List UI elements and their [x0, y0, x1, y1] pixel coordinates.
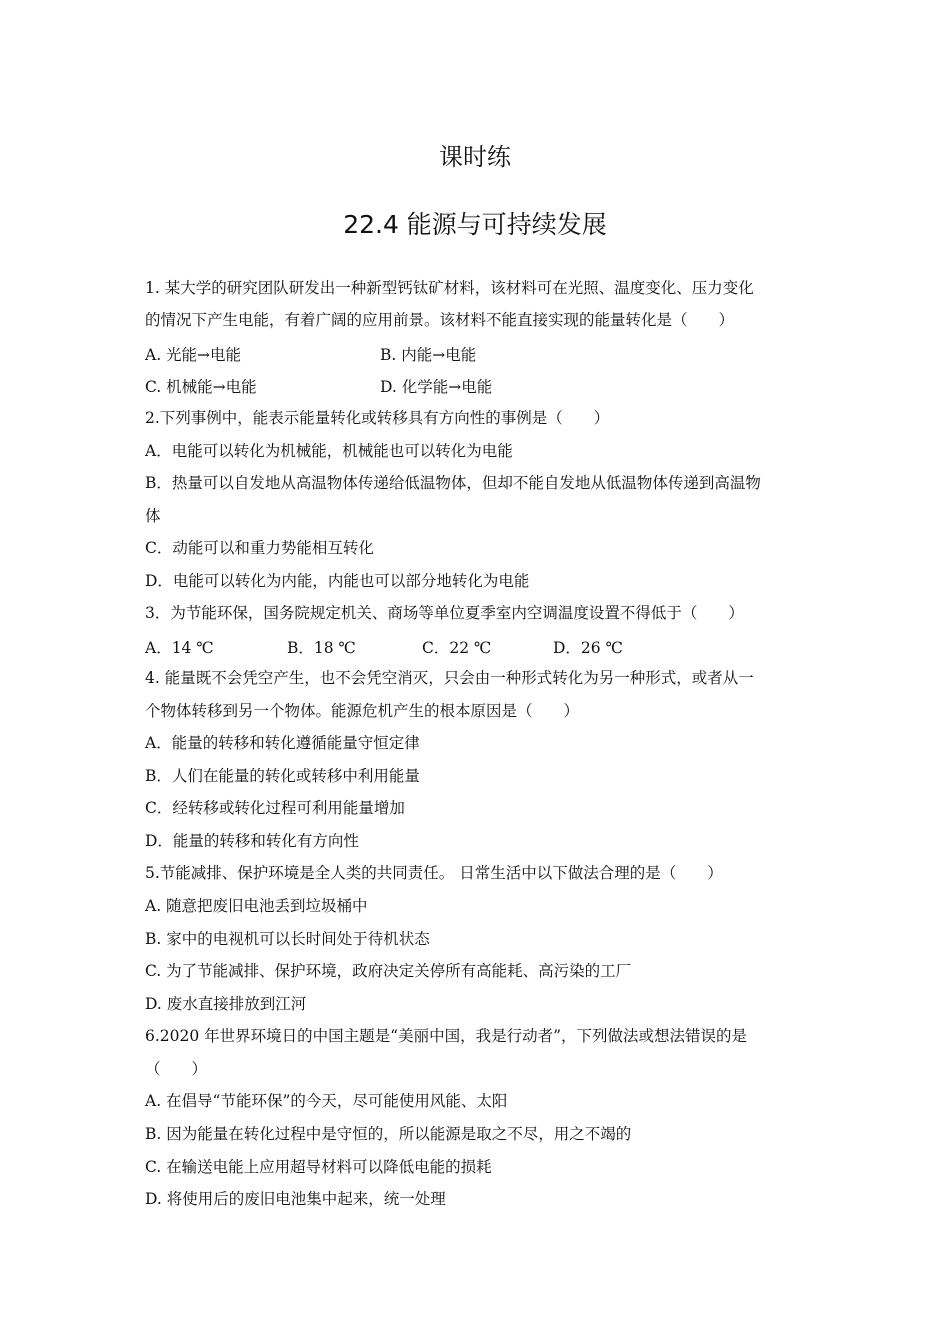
- option-d: D．电能可以转化为内能，内能也可以部分地转化为电能: [145, 572, 530, 590]
- option-a: A．14 ℃: [145, 639, 214, 657]
- option-b-continued: 体: [145, 507, 161, 525]
- option-c: C. 为了节能减排、保护环境，政府决定关停所有高能耗、高污染的工厂: [145, 962, 632, 980]
- option-c: C．22 ℃: [422, 639, 492, 657]
- option-a: A. 随意把废旧电池丢到垃圾桶中: [145, 897, 368, 915]
- question-3-line-1: 3．为节能环保，国务院规定机关、商场等单位夏季室内空调温度设置不得低于（ ）: [145, 604, 744, 622]
- option-a: A. 光能→电能: [145, 346, 242, 364]
- option-d: D. 化学能→电能: [380, 378, 493, 396]
- option-a: A. 在倡导“节能环保”的今天，尽可能使用风能、太阳: [145, 1092, 508, 1110]
- option-c: C．经转移或转化过程可利用能量增加: [145, 799, 405, 817]
- option-c: C. 机械能→电能: [145, 378, 257, 396]
- question-5-line-1: 5.节能减排、保护环境是全人类的共同责任。 日常生活中以下做法合理的是（ ）: [145, 864, 723, 882]
- option-d: D. 废水直接排放到江河: [145, 995, 307, 1013]
- question-4-line-1: 4. 能量既不会凭空产生，也不会凭空消灭，只会由一种形式转化为另一种形式，或者从一: [145, 669, 754, 687]
- option-b: B．18 ℃: [287, 639, 356, 657]
- option-a: A．电能可以转化为机械能，机械能也可以转化为电能: [145, 442, 513, 460]
- option-b: B．人们在能量的转化或转移中利用能量: [145, 767, 420, 785]
- option-b: B. 内能→电能: [380, 346, 477, 364]
- option-c: C. 在输送电能上应用超导材料可以降低电能的损耗: [145, 1158, 492, 1176]
- option-b: B. 家中的电视机可以长时间处于待机状态: [145, 930, 430, 948]
- option-d: D．能量的转移和转化有方向性: [145, 832, 359, 850]
- option-b: B．热量可以自发地从高温物体传递给低温物体，但却不能自发地从低温物体传递到高温物: [145, 474, 761, 492]
- question-2-line-1: 2.下列事例中，能表示能量转化或转移具有方向性的事例是（ ）: [145, 409, 610, 427]
- question-6-line-2: （ ）: [145, 1060, 208, 1078]
- option-a: A．能量的转移和转化遵循能量守恒定律: [145, 734, 420, 752]
- page-subtitle: 22.4 能源与可持续发展: [343, 210, 607, 239]
- question-1-line-2: 的情况下产生电能，有着广阔的应用前景。该材料不能直接实现的能量转化是（ ）: [145, 311, 735, 329]
- option-d: D. 将使用后的废旧电池集中起来，统一处理: [145, 1190, 446, 1208]
- question-1-line-1: 1. 某大学的研究团队研发出一种新型钙钛矿材料，该材料可在光照、温度变化、压力变化: [145, 279, 754, 297]
- page-title: 课时练: [439, 143, 511, 171]
- question-6-line-1: 6.2020 年世界环境日的中国主题是“美丽中国，我是行动者”，下列做法或想法错误的是: [145, 1027, 748, 1045]
- option-d: D．26 ℃: [553, 639, 623, 657]
- option-b: B. 因为能量在转化过程中是守恒的，所以能源是取之不尽，用之不竭的: [145, 1125, 632, 1143]
- question-4-line-2: 个物体转移到另一个物体。能源危机产生的根本原因是（ ）: [145, 702, 580, 720]
- option-c: C．动能可以和重力势能相互转化: [145, 539, 374, 557]
